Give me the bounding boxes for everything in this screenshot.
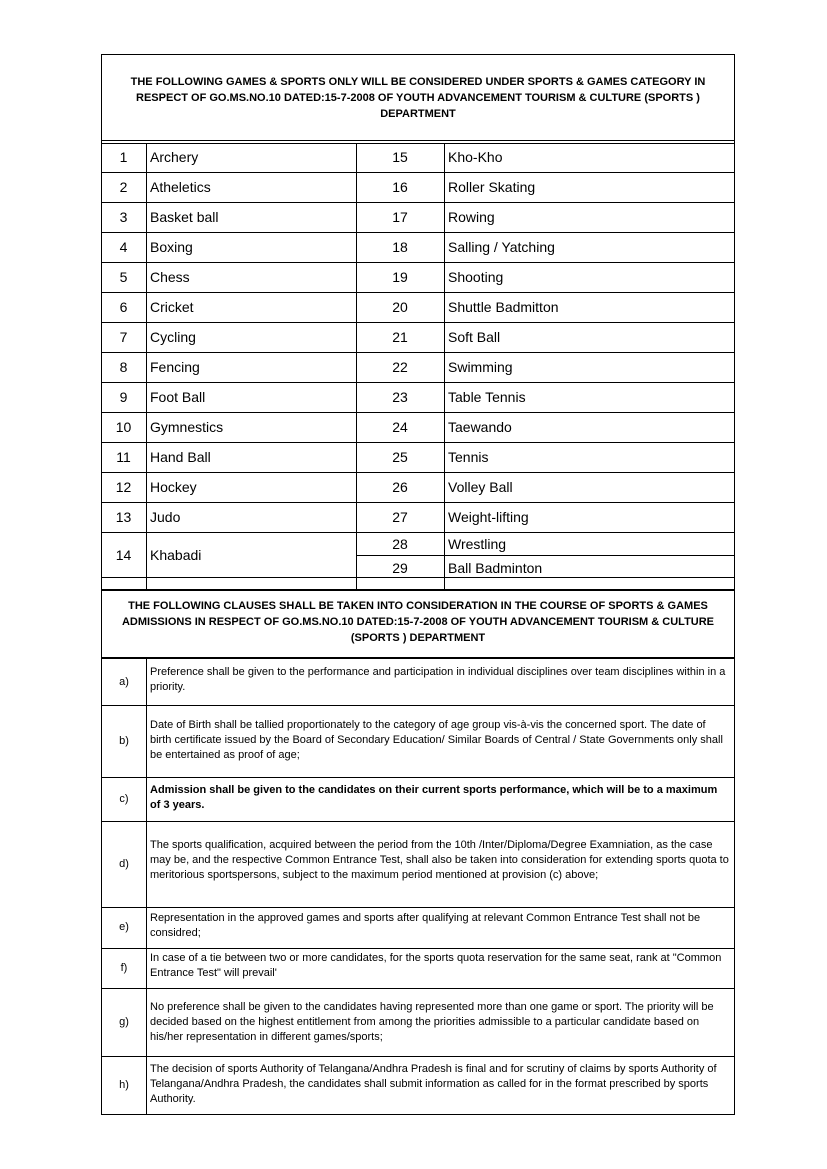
sport-name: Judo [150, 509, 181, 525]
sport-number: 13 [115, 509, 132, 525]
sport-name: Rowing [448, 209, 495, 225]
sport-number: 2 [119, 179, 128, 195]
sport-name: Ball Badminton [448, 560, 543, 576]
sport-name: Table Tennis [448, 389, 526, 405]
sport-name: Cricket [150, 299, 194, 315]
sport-number: 7 [119, 329, 128, 345]
row-divider [101, 777, 735, 778]
sport-name: Weight-lifting [448, 509, 529, 525]
sport-name: Gymnestics [150, 419, 224, 435]
sport-number: 27 [392, 509, 408, 525]
sport-name: Atheletics [150, 179, 211, 195]
row-divider [101, 821, 735, 822]
sport-number: 5 [119, 269, 128, 285]
sport-number: 24 [392, 419, 408, 435]
sport-number: 11 [116, 449, 131, 465]
clause-text: Representation in the approved games and sports after qualifying at relevant Common Entrance Test shall not be considred; [150, 912, 701, 939]
clause-letter: e) [119, 921, 129, 933]
sport-number: 14 [115, 547, 132, 563]
clause-text: In case of a tie between two or more candidates, for the sports quota reservation for the same seat, rank at "Common Entrance Test" will prevail' [150, 952, 722, 979]
sport-name: Volley Ball [448, 479, 513, 495]
sport-number: 3 [119, 209, 128, 225]
sport-number: 9 [119, 389, 128, 405]
sports-header: THE FOLLOWING GAMES & SPORTS ONLY WILL BE CONSIDERED UNDER SPORTS & GAMES CATEGORY IN RESPECT OF GO.MS.NO.10 DATED:15-7-2008 OF YOUTH ADVANCEMENT TOURISM & CULTURE (SPORTS ) DEPARTMENT [130, 76, 706, 120]
sport-name: Cycling [150, 329, 196, 345]
sport-number: 28 [392, 536, 408, 552]
sport-name: Taewando [448, 419, 512, 435]
sport-name: Tennis [448, 449, 489, 465]
sport-number: 4 [119, 239, 128, 255]
clause-letter: g) [119, 1016, 129, 1028]
clause-letter: d) [119, 858, 129, 870]
sport-name: Foot Ball [150, 389, 206, 405]
sport-name: Kho-Kho [448, 149, 503, 165]
sport-name: Boxing [150, 239, 193, 255]
sport-name: Archery [150, 149, 199, 165]
sport-name: Shuttle Badmitton [448, 299, 559, 315]
sport-number: 25 [392, 449, 408, 465]
sport-name: Hand Ball [150, 449, 211, 465]
sport-number: 19 [392, 269, 408, 285]
clause-letter: h) [119, 1079, 129, 1091]
sport-number: 18 [392, 239, 408, 255]
sport-name: Fencing [150, 359, 200, 375]
clause-text: Preference shall be given to the performance and participation in individual disciplines over team disciplines within in a priority. [150, 666, 726, 693]
sport-number: 23 [392, 389, 408, 405]
row-divider [101, 988, 735, 989]
row-divider [101, 1056, 735, 1057]
row-divider [101, 948, 735, 949]
sport-number: 17 [392, 209, 408, 225]
sport-number: 20 [392, 299, 408, 315]
sport-name: Swimming [448, 359, 513, 375]
clause-letter: b) [119, 735, 129, 747]
clause-text: Date of Birth shall be tallied proportionately to the category of age group vis-à-vis the concerned sport. The date of birth certificate issued by the Board of Secondary Education/ Similar Boards of Central / State Governments only shall be entertained as proof of age; [150, 719, 723, 761]
column-divider [444, 143, 445, 589]
sport-name: Shooting [448, 269, 504, 285]
row-divider [101, 705, 735, 706]
row-divider [101, 907, 735, 908]
sport-number: 10 [115, 419, 132, 435]
sport-name: Roller Skating [448, 179, 536, 195]
clause-text: The decision of sports Authority of Telangana/Andhra Pradesh is final and for scrutiny of claims by sports Authority of Telangana/Andhra Pradesh, the candidates shall submit information as called for in the format prescribed by sports Authority. [150, 1063, 717, 1105]
clause-text: Admission shall be given to the candidates on their current sports performance, which will be to a maximum of 3 years. [150, 784, 718, 811]
clause-letter: f) [120, 962, 128, 974]
sport-number: 8 [119, 359, 128, 375]
clause-text: No preference shall be given to the candidates having represented more than one game or sport. The priority will be decided based on the highest entitlement from among the priorities admissible to a particular candidate based on his/her representation in different games/sports; [150, 1001, 714, 1043]
divider [101, 140, 735, 141]
sport-number: 15 [392, 149, 408, 165]
sport-number: 26 [392, 479, 408, 495]
sport-number: 6 [119, 299, 128, 315]
clause-letter: c) [119, 793, 129, 805]
sport-name: Khabadi [150, 547, 202, 563]
sport-number: 22 [392, 359, 408, 375]
divider [101, 657, 735, 659]
sport-name: Soft Ball [448, 329, 501, 345]
clause-letter: a) [119, 676, 129, 688]
sport-number: 1 [119, 149, 128, 165]
sport-number: 29 [392, 560, 408, 576]
sport-number: 12 [115, 479, 132, 495]
clause-text: The sports qualification, acquired between the period from the 10th /Inter/Diploma/Degree Examniation, as the case may be, and the respective Common Entrance Test, shall also be taken into consideration for extending sports quota to meritorious sportspersons, subject to the maximum period mentioned at provision (c) above; [150, 839, 729, 881]
column-divider [146, 143, 147, 589]
sport-name: Chess [150, 269, 190, 285]
sport-number: 16 [392, 179, 408, 195]
sport-name: Basket ball [150, 209, 219, 225]
clauses-header: THE FOLLOWING CLAUSES SHALL BE TAKEN INTO CONSIDERATION IN THE COURSE OF SPORTS & GAMES ADMISSIONS IN RESPECT OF GO.MS.NO.10 DATED:15-7-2008 OF YOUTH ADVANCEMENT TOURISM & CULTURE (SPORTS ) DEPARTMENT [121, 600, 715, 644]
sport-name: Hockey [150, 479, 197, 495]
divider [101, 589, 735, 591]
sport-number: 21 [392, 329, 408, 345]
sport-name: Salling / Yatching [448, 239, 555, 255]
sport-name: Wrestling [448, 536, 507, 552]
